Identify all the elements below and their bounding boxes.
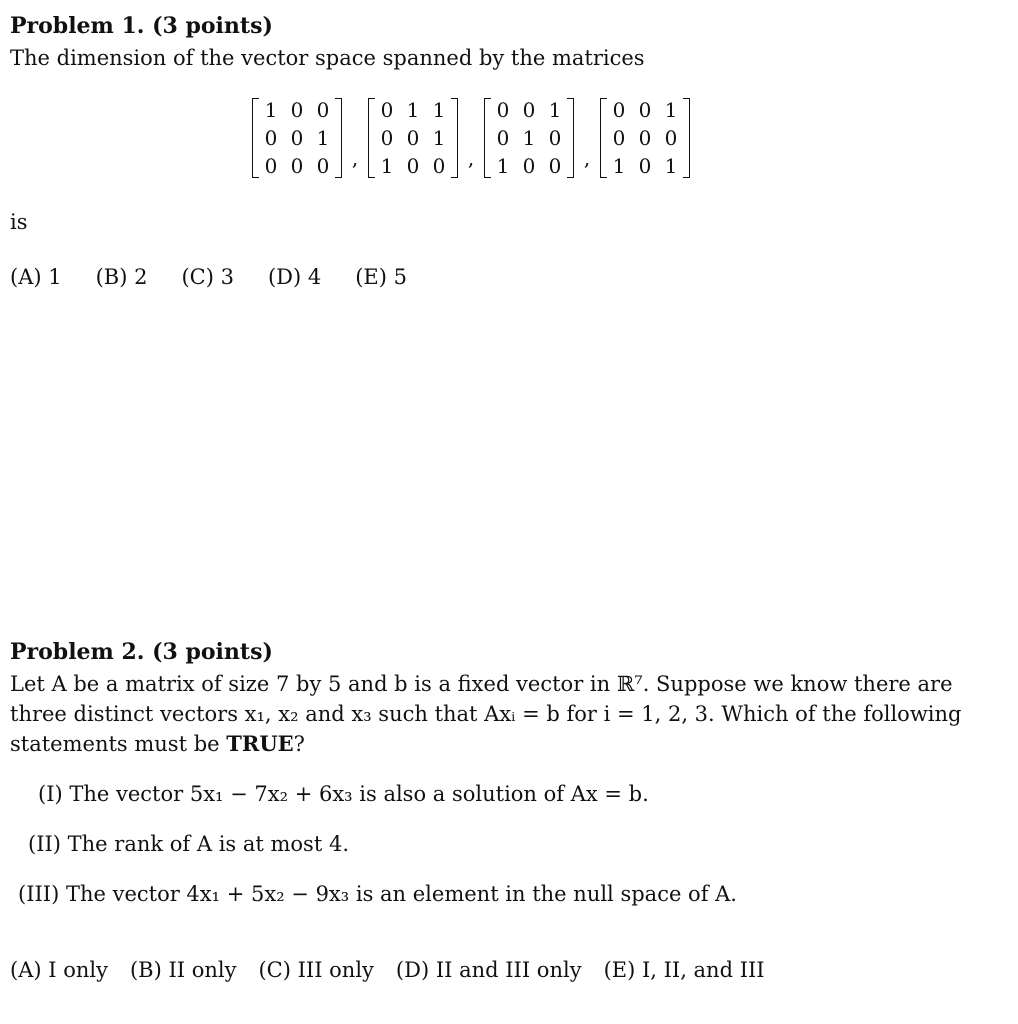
- problem2-line2: three distinct vectors x₁, x₂ and x₃ such that Axᵢ = b for i = 1, 2, 3. Which of the following: [10, 702, 962, 726]
- matrix-entry: 0: [496, 126, 510, 150]
- choice-c: (C) III only: [258, 958, 374, 982]
- choice-b: (B) 2: [95, 265, 148, 289]
- matrix-entry: 0: [290, 154, 304, 178]
- problem1-title: [10, 12, 273, 40]
- matrix-entry: 1: [380, 154, 394, 178]
- choice-a: (A) I only: [10, 958, 108, 982]
- matrix-entry: 1: [406, 98, 420, 122]
- matrix-entry: 1: [316, 126, 330, 150]
- matrix-1: [252, 96, 342, 180]
- matrix-entry: 1: [548, 98, 562, 122]
- matrix-entry: 0: [522, 154, 536, 178]
- matrix-entry: 1: [522, 126, 536, 150]
- choice-a: (A) 1: [10, 265, 62, 289]
- matrix-comma: ,: [583, 146, 591, 170]
- choice-d: (D) 4: [267, 265, 322, 289]
- problem1-prompt: The dimension of the vector space spanned by the matrices: [10, 46, 645, 70]
- matrix-2: [368, 96, 458, 180]
- problem2-line1: Let A be a matrix of size 7 by 5 and b is a fixed vector in ℝ⁷. Suppose we know there are: [10, 672, 953, 696]
- matrix-3: [484, 96, 574, 180]
- line3-end: ?: [293, 732, 305, 756]
- matrix-entry: 0: [522, 98, 536, 122]
- statement-i: (I) The vector 5x₁ − 7x₂ + 6x₃ is also a solution of Ax = b.: [38, 782, 649, 806]
- matrix-entry: 0: [664, 126, 678, 150]
- statement-iii: (III) The vector 4x₁ + 5x₂ − 9x₃ is an element in the null space of A.: [18, 882, 737, 906]
- line3-text: statements must be: [10, 732, 227, 756]
- matrix-comma: ,: [351, 146, 359, 170]
- problem1-is: is: [10, 210, 28, 234]
- problem2-number: Problem 2.: [10, 639, 145, 665]
- matrix-entry: 1: [664, 98, 678, 122]
- problem2-title: [10, 638, 273, 666]
- matrix-entry: 0: [406, 126, 420, 150]
- matrix-entry: 0: [496, 98, 510, 122]
- problem2-line3: [10, 730, 305, 758]
- problem2-points: (3 points): [152, 639, 273, 665]
- matrix-entry: 1: [496, 154, 510, 178]
- matrix-entry: 0: [638, 126, 652, 150]
- matrix-entry: 0: [638, 98, 652, 122]
- choice-b: (B) II only: [129, 958, 237, 982]
- problem2-choices: [10, 956, 765, 984]
- matrix-entry: 0: [432, 154, 446, 178]
- matrix-entry: 1: [664, 154, 678, 178]
- matrix-entry: 0: [612, 126, 626, 150]
- matrix-entry: 0: [290, 126, 304, 150]
- matrix-entry: 1: [264, 98, 278, 122]
- matrix-entry: 0: [406, 154, 420, 178]
- statement-ii: (II) The rank of A is at most 4.: [28, 832, 349, 856]
- matrix-entry: 0: [380, 126, 394, 150]
- choice-d: (D) II and III only: [395, 958, 582, 982]
- problem1-points: (3 points): [152, 13, 273, 39]
- matrix-list: [252, 96, 690, 180]
- matrix-entry: 0: [548, 154, 562, 178]
- matrix-entry: 0: [316, 98, 330, 122]
- line3-bold: TRUE: [226, 731, 294, 756]
- choice-e: (E) 5: [355, 265, 407, 289]
- matrix-entry: 1: [432, 98, 446, 122]
- matrix-entry: 0: [380, 98, 394, 122]
- matrix-entry: 0: [548, 126, 562, 150]
- matrix-entry: 0: [612, 98, 626, 122]
- matrix-entry: 0: [316, 154, 330, 178]
- problem1-number: Problem 1.: [10, 13, 145, 39]
- matrix-entry: 0: [264, 126, 278, 150]
- matrix-4: [600, 96, 690, 180]
- matrix-entry: 0: [638, 154, 652, 178]
- matrix-entry: 0: [264, 154, 278, 178]
- problem1-choices: [10, 263, 407, 291]
- matrix-comma: ,: [467, 146, 475, 170]
- choice-c: (C) 3: [181, 265, 234, 289]
- matrix-entry: 0: [290, 98, 304, 122]
- matrix-entry: 1: [432, 126, 446, 150]
- matrix-entry: 1: [612, 154, 626, 178]
- choice-e: (E) I, II, and III: [603, 958, 765, 982]
